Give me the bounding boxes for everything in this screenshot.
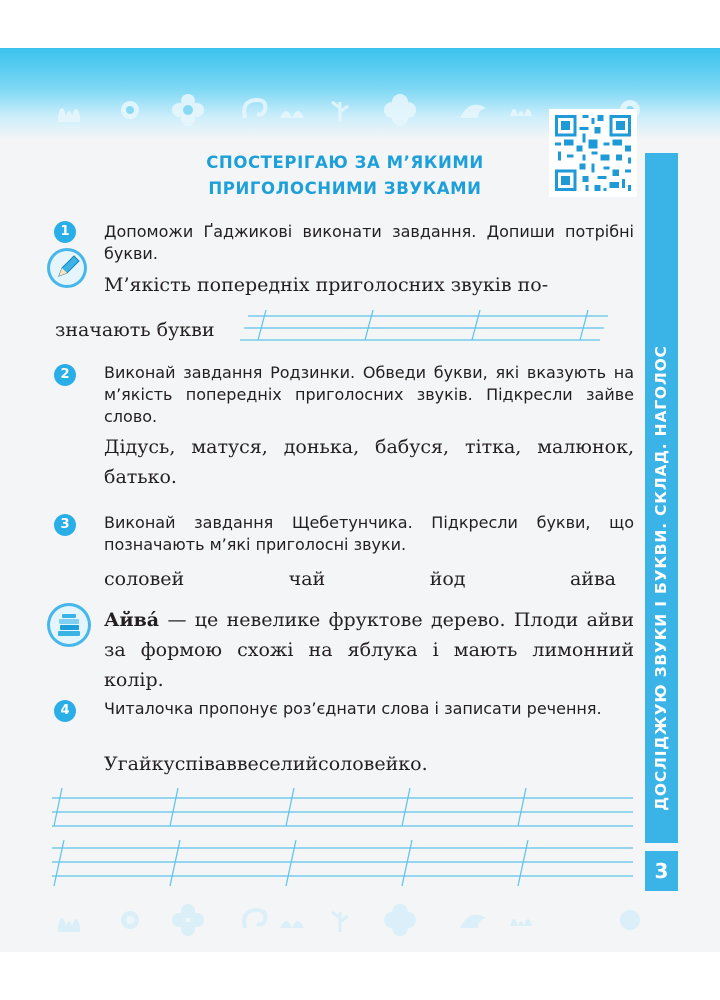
word-item[interactable]: соловей bbox=[104, 568, 185, 590]
note-text bbox=[104, 605, 634, 695]
page bbox=[0, 48, 720, 952]
word-item[interactable]: айва bbox=[569, 568, 616, 590]
pencil-icon bbox=[47, 248, 87, 288]
books-icon bbox=[47, 603, 91, 647]
task-number-4: 4 bbox=[54, 700, 76, 722]
task-number-1: 1 bbox=[54, 221, 76, 243]
task-4-writing-lines[interactable] bbox=[50, 786, 635, 890]
task-number-2: 2 bbox=[54, 364, 76, 386]
task-1-writing-lines[interactable] bbox=[240, 306, 610, 346]
note-term: Айва́ bbox=[104, 609, 160, 631]
task-2-instruction: Виконай завдання Родзинки. Обведи букви, які вказують на м’якість попередніх приголосних звуків. Підкресли зайве слово. bbox=[104, 363, 634, 426]
qr-code bbox=[549, 109, 637, 197]
note-definition: — це невелике фруктове дерево. Плоди айви за формою схожі на яблука і мають лимонний колір. bbox=[104, 609, 634, 691]
page-number: 3 bbox=[654, 859, 669, 883]
task-1-instruction: Допоможи Ґаджикові виконати завдання. Допиши потрібні букви. bbox=[104, 222, 634, 263]
decorative-ornaments-bottom bbox=[40, 898, 680, 938]
task-1-text-line2: значають букви bbox=[55, 319, 215, 341]
task-3-word-row bbox=[104, 564, 616, 594]
title-line-1: СПОСТЕРІГАЮ ЗА М’ЯКИМИ bbox=[206, 153, 484, 172]
task-2-text: Дідусь, матуся, донька, бабуся, тітка, малюнок, батько. bbox=[104, 436, 634, 488]
task-3-instruction: Виконай завдання Щебетунчика. Підкресли букви, що позначають м’які приголосні звуки. bbox=[104, 513, 634, 554]
task-4-text: Угайкуспіваввеселийсоловейко. bbox=[104, 753, 428, 775]
task-1-text-line1: М’якість попередніх приголосних звуків по- bbox=[104, 274, 549, 296]
page-title bbox=[150, 150, 540, 202]
task-number-3: 3 bbox=[54, 514, 76, 536]
title-line-2: ПРИГОЛОСНИМИ ЗВУКАМИ bbox=[208, 179, 482, 198]
task-4-instruction: Читалочка пропонує роз’єднати слова і записати речення. bbox=[104, 699, 602, 718]
word-item[interactable]: чай bbox=[288, 568, 326, 590]
section-label: ДОСЛІДЖУЮ ЗВУКИ І БУКВИ. СКЛАД. НАГОЛОС bbox=[652, 345, 670, 811]
word-item[interactable]: йод bbox=[429, 568, 466, 590]
